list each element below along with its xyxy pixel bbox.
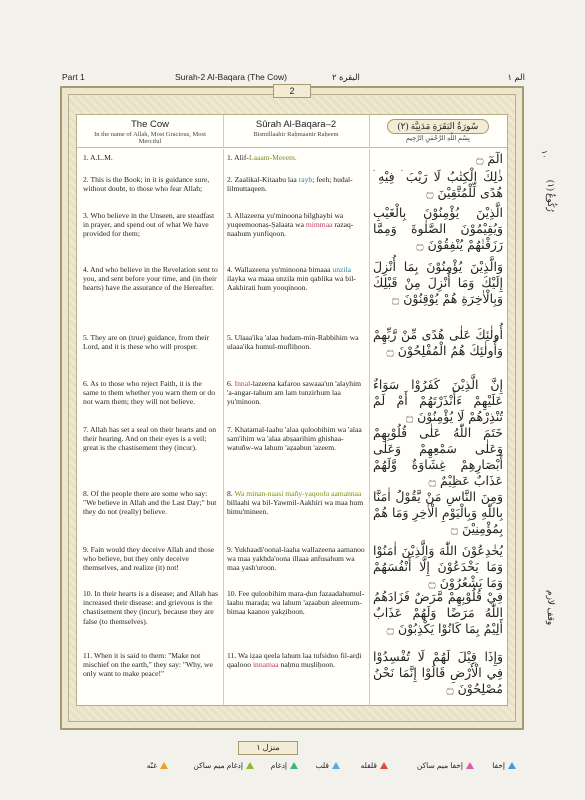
legend-label: إدغام ميم ساكن [193, 761, 243, 770]
arabic-verse-10: فِيْ قُلُوْبِهِمْ مَّرَضٌ فَزَادَهُمُ اللّٰهُ مَرَضًا وَلَهُمْ عَذَابٌ أَلِيْمٌ بِمَا كَانُوْا يَكْذِبُوْنَ ۝ [373, 589, 503, 636]
translit-text: 3. Allazeena yu'minoona bilghaybi wa yuqeemoonaṣ-Ṣalaata wa [227, 211, 344, 230]
english-verse-6: 6. As to those who reject Faith, it is the same to them whether you warn them or do not warn them; they will not believe. [83, 379, 216, 407]
legend-item [492, 761, 516, 770]
translit-text: billaahi wa bil-Yawmil-Aakhiri wa maa hum bimu'mineen. [227, 498, 364, 517]
surah-header [77, 115, 507, 148]
translit-column [227, 149, 370, 707]
translit-verse-10 [227, 589, 365, 617]
surah-arabic-label: البقرة ٢ [332, 72, 360, 82]
header-arabic [369, 115, 507, 147]
translit-highlight: mimmaa [305, 220, 333, 230]
manzil-label: منزل ١ [238, 741, 298, 755]
triangle-icon [246, 762, 254, 769]
translit-highlight: unzila [332, 265, 351, 274]
arabic-verse-3: الَّذِيْنَ يُؤْمِنُوْنَ بِالْغَيْبِ وَيُقِيْمُوْنَ الصَّلٰوةَ وَمِمَّا رَزَقْنٰهُمْ يُنْفِقُوْنَ ۝ [373, 205, 503, 252]
arabic-verse-7: خَتَمَ اللّٰهُ عَلٰى قُلُوْبِهِمْ وَعَلٰى سَمْعِهِمْ وَعَلٰى أَبْصَارِهِمْ غِشَاوَةٌ وَّلَهُمْ عَذَابٌ عَظِيْمٌ ۝ [373, 425, 503, 488]
translit-text: 9. Yukhaadi'oonal-laaha wallazeena aamanoo wa maa yakhda'oona illaaa anfusahum wa maa yash'uroon. [227, 545, 365, 573]
legend-item [361, 761, 388, 770]
arabic-verse-2: ذٰلِكَ الْكِتٰبُ لَا رَيْبَ ۛ فِيْهِ ۛ هُدًى لِّلْمُتَّقِيْنَ ۝ [373, 169, 503, 200]
page-content [76, 114, 508, 706]
english-bismillah: In the name of Allah, Most Gracious, Most Merciful [94, 131, 206, 145]
translit-text: 2. Zaalikal-Kitaabu laa [227, 175, 299, 184]
translit-verse-4 [227, 265, 365, 293]
translit-verse-3 [227, 211, 365, 239]
english-verse-8: 8. Of the people there are some who say: "We believe in Allah and the Last Day;" but they do not (really) believe. [83, 489, 217, 517]
translit-text: 4. Wallazeena yu'minoona bimaaa [227, 265, 333, 274]
arabic-verse-1: الٓمٓ ۝ [476, 151, 503, 166]
arabic-verse-9: يُخٰدِعُوْنَ اللّٰهَ وَالَّذِيْنَ اٰمَنُوْا وَمَا يَخْدَعُوْنَ إِلَّا أَنْفُسَهُمْ وَمَا يَشْعُرُوْنَ ۝ [373, 543, 503, 590]
triangle-icon [466, 762, 474, 769]
translit-highlight: rayb [298, 175, 313, 184]
translit-text: 6. [227, 379, 235, 388]
translit-highlight: Innal [234, 379, 251, 388]
legend-item [271, 761, 298, 770]
legend-item [417, 761, 474, 770]
arabic-verse-5: أُولٰئِكَ عَلٰى هُدًى مِّنْ رَّبِّهِمْ وَأُولٰئِكَ هُمُ الْمُفْلِحُوْنَ ۝ [373, 327, 503, 358]
translit-title: Sûrah Al-Baqara–2 [255, 119, 337, 130]
triangle-icon [508, 762, 516, 769]
translit-text: -lazeena kafaroo sawaaa'un 'alayhim 'a-angar-tahum am lam tunzirhum laa yu'minoon. [227, 379, 362, 407]
translit-verse-2 [227, 175, 365, 193]
legend-item [147, 761, 168, 770]
legend-item [316, 761, 340, 770]
translit-bismillah: Bismillaahir Raḥmaanir Raḥeem [253, 131, 339, 138]
legend-label: غنّه [146, 761, 157, 770]
translit-text: ; feeh; hudal-lilmuttaqeen. [227, 175, 353, 194]
english-verse-3: 3. Who believe in the Unseen, are steadfast in prayer, and spend out of what We have provided for them; [83, 211, 215, 239]
translit-verse-8 [227, 489, 365, 517]
translit-text: 7. Khatamal-laahu 'alaa quloobihim wa 'alaa sam'ihim wa 'alaa abṣaarihim ghishaa-watuñw-wa lahum 'aẓaabun 'azeem. [227, 425, 362, 453]
tajweed-legend [86, 761, 516, 775]
translit-text: 10. Fee quloobihim mara-ḍun fazaadahumul-laahu maraḍa; wa lahum 'aẓaabun aleemum-bimaa kaanoo yakẓiboon. [227, 589, 365, 617]
translit-verse-11 [227, 651, 365, 669]
part-label: Part 1 [62, 72, 85, 82]
triangle-icon [332, 762, 340, 769]
translit-verse-5 [227, 333, 365, 351]
page-number: 2 [273, 84, 311, 98]
legend-label: قلقله [360, 761, 377, 770]
triangle-icon [380, 762, 388, 769]
english-verse-5: 5. They are on (true) guidance, from their Lord, and it is these who will prosper. [83, 333, 210, 352]
waqf-side-note: وقف لازم [546, 590, 556, 626]
arabic-column [373, 149, 503, 707]
translit-verse-6 [227, 379, 365, 407]
translit-text: 11. Wa iẓaa qeela lahum laa tufsidoo fil-arḍi qaalooo [227, 651, 362, 670]
arabic-verse-8: وَمِنَ النَّاسِ مَنْ يَّقُوْلُ اٰمَنَّا بِاللّٰهِ وَبِالْيَوْمِ الْاٰخِرِ وَمَا هُمْ بِمُؤْمِنِيْنَ ۝ [373, 489, 503, 536]
arabic-verse-11: وَإِذَا قِيْلَ لَهُمْ لَا تُفْسِدُوْا فِي الْأَرْضِ قَالُوْا إِنَّمَا نَحْنُ مُصْلِحُوْنَ ۝ [373, 649, 503, 696]
ornamental-frame [60, 86, 524, 730]
translit-text: 5. Ulaaa'ika 'alaa hudam-min-Rabbihim wa ulaaa'ika humul-mufliḥoon. [227, 333, 359, 352]
legend-label: قلب [315, 761, 329, 770]
english-title: The Cow [130, 119, 169, 130]
arabic-verse-6: إِنَّ الَّذِيْنَ كَفَرُوْا سَوَاءٌ عَلَيْهِمْ ءَأَنْذَرْتَهُمْ أَمْ لَمْ تُنْذِرْهُمْ لَا يُؤْمِنُوْنَ ۝ [373, 377, 503, 424]
ruku-marker: ١٠ [540, 150, 549, 159]
arabic-verse-4: وَالَّذِيْنَ يُؤْمِنُوْنَ بِمَا أُنْزِلَ إِلَيْكَ وَمَا أُنْزِلَ مِنْ قَبْلِكَ وَبِالْاٰخِرَةِ هُمْ يُوْقِنُوْنَ ۝ [373, 259, 503, 306]
arabic-bismillah: بِسْمِ اللَّهِ الرَّحْمٰنِ الرَّحِيمِ [405, 135, 470, 142]
arabic-surah-badge: (٢) سُورَةُ البَقَرَةِ مَدَنِيَّة [387, 119, 490, 134]
translit-highlight: innamaa [252, 660, 279, 670]
legend-label: إخفا [492, 761, 505, 770]
translit-verse-9 [227, 545, 365, 573]
translit-text: naḥnu muṣliḥoon. [278, 660, 335, 670]
surah-english-label: Surah-2 Al-Baqara (The Cow) [175, 72, 287, 82]
english-column [83, 149, 224, 707]
alif-lam-meem-label: الم ١ [507, 72, 525, 82]
english-verse-4: 4. And who believe in the Revelation sent to you, and sent before your time, and (in their hearts) have the assurance of the Hereafter. [83, 265, 218, 293]
header-english [77, 115, 224, 147]
english-verse-10: 10. In their hearts is a disease; and Allah has increased their disease: and grievous is the chastisement they (incur), because they are false (to themselves). [83, 589, 218, 626]
translit-text: 8. [227, 489, 235, 498]
legend-label: إخفا ميم ساكن [416, 761, 463, 770]
translit-verse-7 [227, 425, 365, 453]
translit-highlight: Laaam-Meeem. [248, 153, 297, 162]
english-verse-2: 2. This is the Book; in it is guidance sure, without doubt, to those who fear Allah; [83, 175, 210, 194]
legend-item [193, 761, 254, 770]
english-verse-7: 7. Allah has set a seal on their hearts and on their hearing. And on their eyes is a veil; great is the chastisement they (incur). [83, 425, 217, 453]
ruku-side-note: (١) رُكُوعٌ [546, 180, 556, 212]
legend-label: إدغام [270, 761, 287, 770]
translit-text: razaq-naahum yunfiqoon. [227, 220, 354, 239]
translit-text: ilayka wa maaa unzila min qablika wa bil-Aakhirati hum yooqinoon. [227, 274, 356, 293]
header-translit [223, 115, 370, 147]
translit-text: 1. Alif- [227, 153, 249, 162]
english-verse-11: 11. When it is said to them: "Make not mischief on the earth," they say: "Why, we only want to make peace!" [83, 651, 213, 679]
english-verse-1: 1. A.L.M. [83, 153, 113, 162]
english-verse-9: 9. Fain would they deceive Allah and those who believe, but they only deceive themselves, and realize (it) not! [83, 545, 215, 573]
triangle-icon [160, 762, 168, 769]
translit-highlight: Wa minan-naasi mañy-yaqoolu aamannaa [234, 489, 362, 498]
triangle-icon [290, 762, 298, 769]
translit-verse-1 [227, 153, 365, 162]
